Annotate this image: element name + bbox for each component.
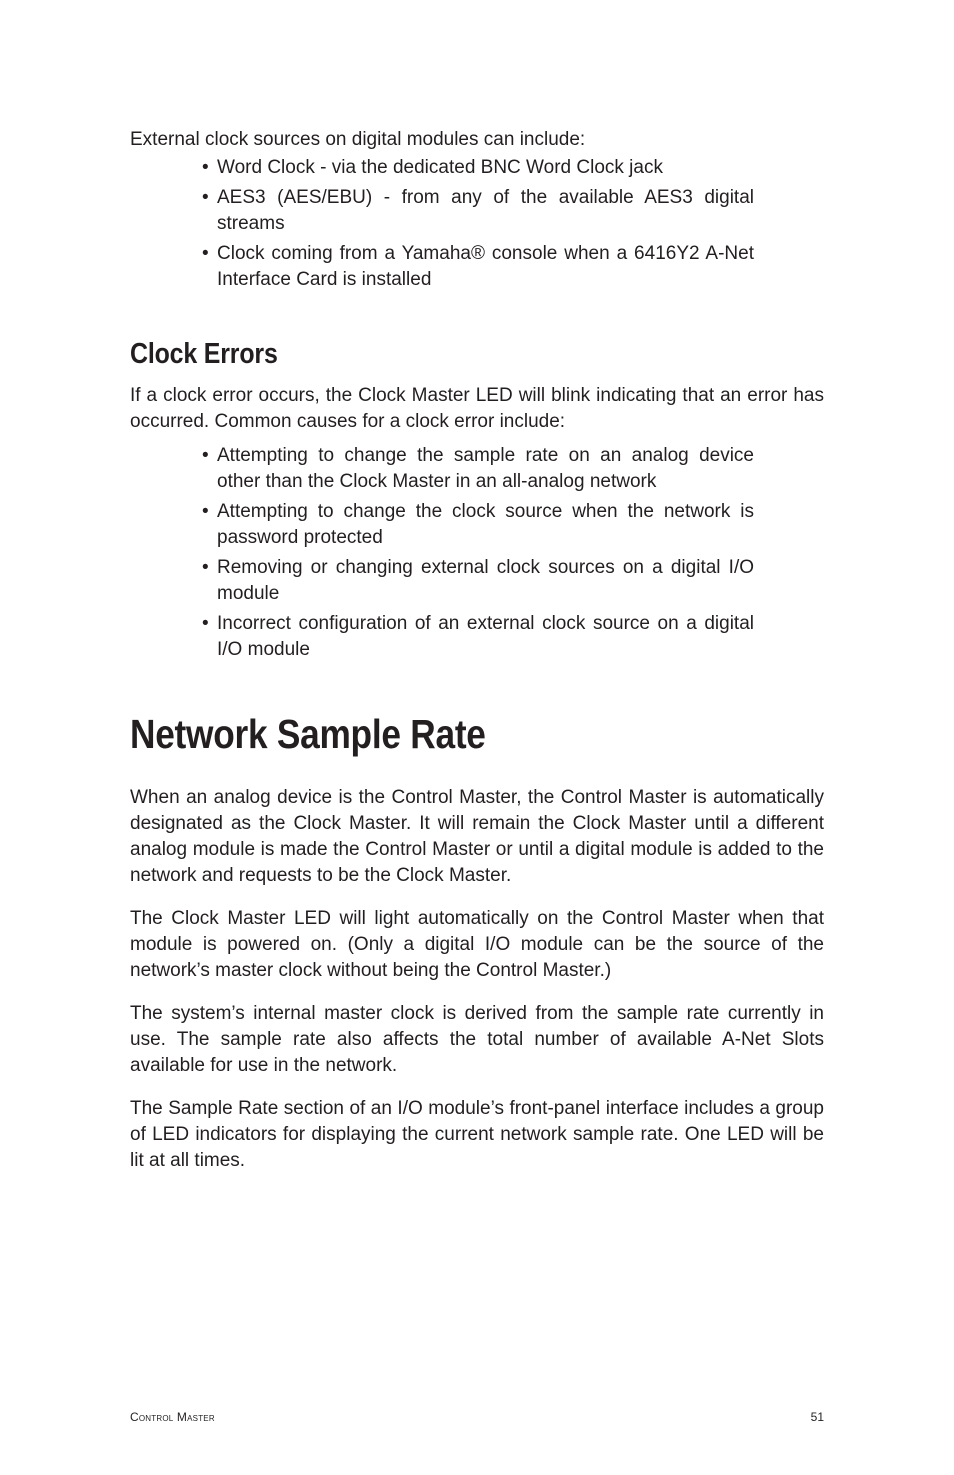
list-item [202, 611, 754, 663]
network-sample-rate-heading: Network Sample Rate [130, 711, 486, 757]
list-item [202, 555, 754, 607]
bullet-icon: • [202, 613, 209, 634]
list-item [202, 499, 754, 551]
bullet-icon: • [202, 157, 209, 178]
list-item [202, 443, 754, 495]
list-item-text: Clock coming from a Yamaha® console when a 6416Y2 A-Net Interface Card is installed [217, 243, 754, 290]
clock-errors-paragraph: If a clock error occurs, the Clock Master LED will blink indicating that an error has occurred. Common causes for a clock error include: [130, 385, 824, 432]
body-paragraph: The Sample Rate section of an I/O module’s front-panel interface includes a group of LED indicators for displaying the current network sample rate. One LED will be lit at all times. [130, 1098, 824, 1171]
list-item-text: Word Clock - via the dedicated BNC Word Clock jack [217, 157, 663, 178]
list-item [202, 241, 754, 293]
body-paragraph: The system’s internal master clock is derived from the sample rate currently in use. The sample rate also affects the total number of available A-Net Slots available for use in the network. [130, 1003, 824, 1076]
bullet-icon: • [202, 187, 209, 208]
clock-errors-heading: Clock Errors [130, 338, 278, 370]
body-paragraph: When an analog device is the Control Master, the Control Master is automatically designated as the Clock Master. It will remain the Clock Master until a different analog module is made the Control Master or until a digital module is added to the network and requests to be the Clock Master. [130, 787, 824, 886]
clock-sources-list [202, 155, 754, 297]
bullet-icon: • [202, 501, 209, 522]
bullet-icon: • [202, 445, 209, 466]
footer-section-title: Control Master [130, 1410, 215, 1424]
intro-text: External clock sources on digital modules can include: [130, 129, 586, 150]
bullet-icon: • [202, 557, 209, 578]
list-item-text: Removing or changing external clock sources on a digital I/O module [217, 557, 754, 604]
body-paragraph: The Clock Master LED will light automatically on the Control Master when that module is powered on. (Only a digital I/O module can be the source of the network’s master clock without being the Control Master.) [130, 908, 824, 981]
clock-error-causes-list [202, 443, 754, 667]
list-item-text: Attempting to change the clock source when the network is password protected [217, 501, 754, 548]
list-item-text: AES3 (AES/EBU) - from any of the available AES3 digital streams [217, 187, 754, 234]
list-item-text: Incorrect configuration of an external clock source on a digital I/O module [217, 613, 754, 660]
list-item [202, 155, 754, 181]
bullet-icon: • [202, 243, 209, 264]
list-item-text: Attempting to change the sample rate on an analog device other than the Clock Master in an all-analog network [217, 445, 754, 492]
page-number: 51 [810, 1410, 824, 1424]
list-item [202, 185, 754, 237]
